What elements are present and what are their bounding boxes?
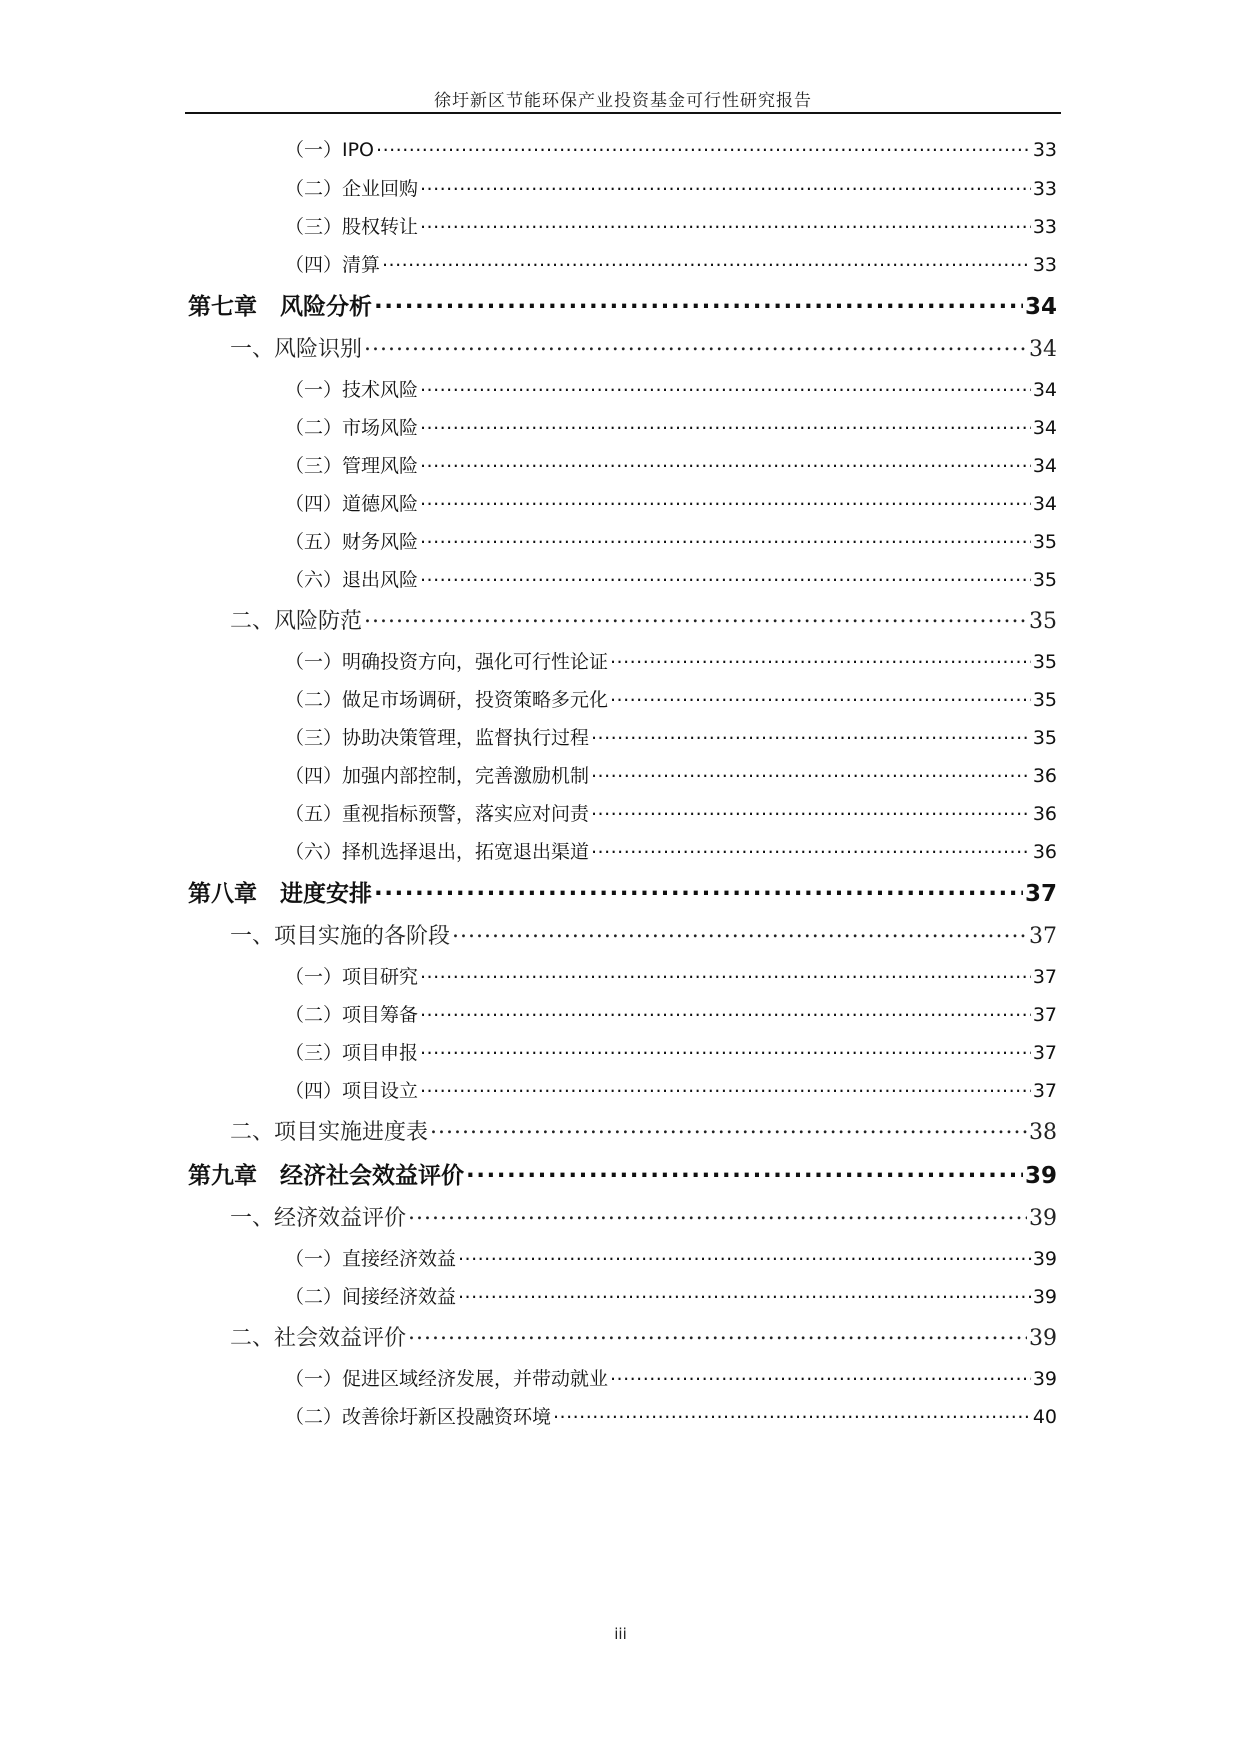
toc-leader-dots [553,1400,1031,1423]
toc-entry-page: 33 [1032,177,1057,200]
toc-leader-dots [420,1036,1031,1059]
toc-entry-page: 33 [1032,138,1057,161]
toc-entry-page: 33 [1032,253,1057,276]
toc-entry[interactable] [285,835,1057,864]
toc-leader-dots [364,330,1027,356]
toc-entry-label: （四）道德风险 [285,492,419,515]
toc-leader-dots [591,759,1031,782]
toc-leader-dots [420,449,1031,472]
toc-entry-page: 35 [1029,609,1057,635]
toc-entry-page: 39 [1024,1162,1057,1189]
toc-leader-dots [374,873,1023,901]
toc-leader-dots [420,525,1031,548]
toc-section-entry[interactable] [230,602,1057,635]
toc-section-entry[interactable] [230,1199,1057,1232]
toc-entry-label: 二、项目实施进度表 [230,1120,429,1146]
toc-leader-dots [458,1280,1031,1303]
toc-entry-page: 35 [1032,568,1057,591]
toc-chapter-entry[interactable] [188,1155,1057,1190]
toc-entry-page: 36 [1032,764,1057,787]
toc-section-entry[interactable] [230,917,1057,950]
toc-leader-dots [420,373,1031,396]
toc-entry-page: 39 [1032,1247,1057,1270]
toc-entry[interactable] [285,759,1057,788]
toc-entry-page: 37 [1032,1079,1057,1102]
toc-entry[interactable] [285,1074,1057,1103]
toc-entry-label: （二）市场风险 [285,416,419,439]
toc-entry-label: 第七章 风险分析 [188,293,372,320]
toc-section-entry[interactable] [230,1113,1057,1146]
toc-entry-page: 36 [1032,840,1057,863]
toc-entry-page: 34 [1032,378,1057,401]
toc-entry-page: 39 [1032,1367,1057,1390]
toc-leader-dots [420,210,1031,233]
toc-entry[interactable] [285,563,1057,592]
toc-entry-page: 37 [1032,965,1057,988]
toc-entry[interactable] [285,373,1057,402]
toc-entry[interactable] [285,210,1057,239]
toc-entry-label: （一）明确投资方向，强化可行性论证 [285,650,609,673]
toc-section-entry[interactable] [230,1319,1057,1352]
toc-leader-dots [591,721,1031,744]
toc-entry-label: 一、项目实施的各阶段 [230,924,451,950]
toc-entry-label: （一）项目研究 [285,965,419,988]
toc-entry[interactable] [285,487,1057,516]
toc-leader-dots [374,286,1023,314]
toc-entry-label: 二、社会效益评价 [230,1326,407,1352]
toc-entry-page: 34 [1032,492,1057,515]
toc-entry-page: 34 [1029,337,1057,363]
toc-entry-page: 37 [1032,1041,1057,1064]
toc-leader-dots [420,411,1031,434]
toc-entry-page: 37 [1024,880,1057,907]
toc-leader-dots [420,563,1031,586]
toc-entry-page: 35 [1032,726,1057,749]
toc-leader-dots [591,835,1031,858]
toc-entry[interactable] [285,960,1057,989]
toc-entry[interactable] [285,172,1057,201]
toc-entry-label: 一、经济效益评价 [230,1206,407,1232]
toc-entry[interactable] [285,998,1057,1027]
toc-entry-label: 一、风险识别 [230,337,363,363]
toc-leader-dots [382,248,1031,271]
toc-leader-dots [466,1155,1023,1183]
toc-leader-dots [420,998,1031,1021]
toc-leader-dots [408,1199,1027,1225]
toc-leader-dots [420,960,1031,983]
toc-leader-dots [610,645,1031,668]
page-number: iii [614,1625,627,1643]
toc-entry-page: 39 [1029,1326,1057,1352]
toc-entry-label: （六）择机选择退出，拓宽退出渠道 [285,840,590,863]
toc-entry[interactable] [285,248,1057,277]
toc-leader-dots [364,602,1027,628]
toc-entry-label: （三）股权转让 [285,215,419,238]
toc-entry-label: （四）清算 [285,253,381,276]
toc-entry-label: （三）项目申报 [285,1041,419,1064]
toc-entry-label: （二）做足市场调研，投资策略多元化 [285,688,609,711]
toc-entry-page: 36 [1032,802,1057,825]
toc-entry-label: （二）间接经济效益 [285,1285,457,1308]
toc-entry-page: 37 [1029,924,1057,950]
toc-leader-dots [420,1074,1031,1097]
toc-entry-page: 39 [1032,1285,1057,1308]
toc-leader-dots [430,1113,1027,1139]
toc-entry-label: （四）加强内部控制，完善激励机制 [285,764,590,787]
toc-entry-page: 37 [1032,1003,1057,1026]
toc-entry-label: （二）企业回购 [285,177,419,200]
toc-chapter-entry[interactable] [188,873,1057,908]
toc-entry-page: 34 [1024,293,1057,320]
toc-chapter-entry[interactable] [188,286,1057,321]
toc-entry-label: （一）IPO [285,138,375,161]
toc-leader-dots [420,172,1031,195]
toc-entry-label: 二、风险防范 [230,609,363,635]
toc-entry-label: （六）退出风险 [285,568,419,591]
toc-entry-page: 34 [1032,454,1057,477]
toc-entry-label: （一）技术风险 [285,378,419,401]
toc-entry-page: 35 [1032,650,1057,673]
toc-entry-page: 35 [1032,688,1057,711]
toc-entry-label: 第九章 经济社会效益评价 [188,1162,464,1189]
toc-section-entry[interactable] [230,330,1057,363]
toc-entry-page: 39 [1029,1206,1057,1232]
toc-leader-dots [591,797,1031,820]
toc-entry[interactable] [285,721,1057,750]
toc-entry-label: （三）管理风险 [285,454,419,477]
toc-entry-label: （四）项目设立 [285,1079,419,1102]
toc-entry-label: （二）改善徐圩新区投融资环境 [285,1405,552,1428]
toc-entry-page: 40 [1032,1405,1057,1428]
toc-entry-page: 35 [1032,530,1057,553]
toc-entry-label: 第八章 进度安排 [188,880,372,907]
toc-leader-dots [408,1319,1027,1345]
toc-entry-label: （三）协助决策管理，监督执行过程 [285,726,590,749]
toc-entry-page: 34 [1032,416,1057,439]
toc-entry-label: （五）重视指标预警，落实应对问责 [285,802,590,825]
toc-entry-label: （一）促进区域经济发展，并带动就业 [285,1367,609,1390]
toc-leader-dots [610,1362,1031,1385]
toc-entry[interactable] [285,1280,1057,1309]
toc-entry-label: （二）项目筹备 [285,1003,419,1026]
toc-leader-dots [610,683,1031,706]
toc-entry-page: 33 [1032,215,1057,238]
toc-entry[interactable] [285,683,1057,712]
toc-entry-label: （一）直接经济效益 [285,1247,457,1270]
toc-entry[interactable] [285,1036,1057,1065]
toc-entry[interactable] [285,525,1057,554]
toc-entry-page: 38 [1029,1120,1057,1146]
toc-leader-dots [420,487,1031,510]
toc-leader-dots [376,133,1031,156]
toc-entry[interactable] [285,645,1057,674]
toc-leader-dots [458,1242,1031,1265]
toc-entry[interactable] [285,411,1057,440]
toc-entry-label: （五）财务风险 [285,530,419,553]
toc-entry[interactable] [285,1400,1057,1429]
toc-entry[interactable] [285,797,1057,826]
toc-leader-dots [452,917,1027,943]
toc-entry[interactable] [285,449,1057,478]
running-header: 徐圩新区节能环保产业投资基金可行性研究报告 [434,91,812,111]
toc-entry[interactable] [285,133,1057,162]
toc-entry[interactable] [285,1362,1057,1391]
toc-entry[interactable] [285,1242,1057,1271]
